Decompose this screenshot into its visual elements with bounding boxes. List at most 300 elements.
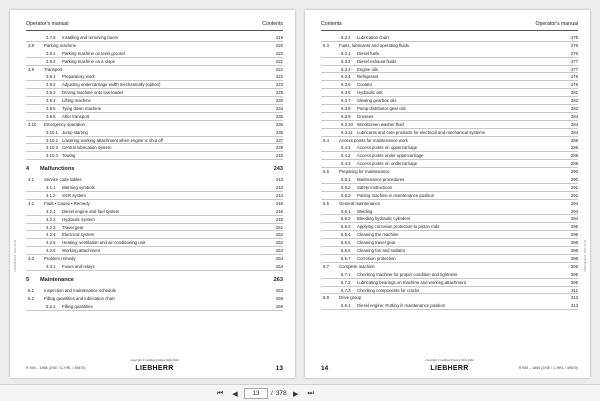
toc-title: Applying corrosion protection to piston rods (357, 224, 440, 230)
toc-num: 5.7.3 (341, 287, 351, 293)
toc-page-number: 240 (275, 153, 283, 159)
toc-num: 3.10 (28, 121, 37, 127)
toc-num: 5.3.11 (341, 129, 353, 135)
toc-entry[interactable] (26, 73, 283, 81)
toc-page-number: 294 (570, 216, 578, 222)
toc-title: Pump distributor gear oils (357, 106, 406, 112)
toc-num: 5.3.9 (341, 113, 351, 119)
page-footer (321, 358, 578, 372)
toc-page-number: 230 (275, 98, 283, 104)
toc-page-number: 284 (570, 121, 578, 127)
toc-page-number: 311 (571, 287, 578, 293)
footer-model: R 945 – 1866 (2/SE / C.HRL / 49870) (26, 366, 86, 370)
toc-section[interactable] (26, 295, 283, 303)
toc-entry[interactable] (26, 113, 283, 121)
toc-page-number: 253 (275, 248, 283, 254)
toc-num: 3.9.1 (46, 74, 56, 80)
toc-num: 5.2.1 (46, 303, 56, 309)
toc-entry[interactable] (321, 271, 578, 279)
toc-entry[interactable] (321, 89, 578, 97)
toc-page-number: 222 (275, 66, 283, 72)
toc-title: Drive group (339, 295, 362, 301)
toc-title: Transport (44, 66, 63, 72)
toc-num: 3.8.1 (46, 50, 56, 56)
toc-entry[interactable] (26, 239, 283, 247)
toc-num: 3.9.2 (46, 82, 56, 88)
toc-num: 5.6.6 (341, 248, 351, 254)
toc-title: Coolant (357, 82, 372, 88)
toc-num: 3.10.1 (46, 129, 58, 135)
toc-page-number: 283 (570, 98, 578, 104)
toc-num: 5.6.3 (341, 224, 351, 230)
toc-title: Tying down machine (62, 106, 102, 112)
toc-title: Putting machine in maintenance position (357, 192, 435, 198)
toc-section[interactable] (26, 66, 283, 74)
toc-title: Preparatory work (62, 74, 95, 80)
prev-page-icon[interactable]: ◀ (232, 389, 238, 398)
toc-page-number: 276 (570, 50, 578, 56)
header-right: Contents (262, 21, 283, 27)
toc-num: 4.2.5 (46, 240, 56, 246)
toc-page-number: 294 (570, 200, 578, 206)
toc-num: 5.8.1 (341, 303, 351, 309)
toc-title: SCR system (62, 193, 86, 199)
page-header (26, 19, 283, 31)
toc-page-number: 252 (275, 232, 283, 238)
toc-page-number: 275 (570, 35, 578, 40)
viewer-toolbar (0, 384, 600, 401)
footer-copyright: copyright © Liebherr-France SAS 2022 (425, 358, 474, 362)
header-left: Operator's manual (26, 21, 69, 27)
toc-section[interactable] (321, 42, 578, 50)
toc-page-number: 277 (570, 66, 578, 72)
toc-title: Access points on uppercarriage (357, 145, 418, 151)
toc-page-number: 277 (570, 58, 578, 64)
toc-page-number: 290 (570, 177, 578, 183)
toc-num: 5.5.2 (341, 184, 351, 190)
header-left: Contents (321, 21, 342, 27)
toc-page-number: 305 (570, 271, 578, 277)
toc-title: Lubrication chart (357, 35, 389, 40)
page-footer (26, 358, 283, 372)
toc-page-number: 288 (570, 153, 578, 159)
toc-page-number: 279 (570, 74, 578, 80)
toc-title: Jump starting (62, 129, 88, 135)
toc-num: 5.3 (323, 42, 329, 48)
toc-section[interactable] (26, 287, 283, 295)
toc-entry[interactable] (321, 192, 578, 200)
toc-page-number: 228 (275, 90, 283, 96)
toc-entry[interactable] (26, 208, 283, 216)
toc-title: Working attachment (62, 248, 101, 254)
toc-title: Preparing for maintenance (339, 169, 390, 175)
current-page-input[interactable] (244, 388, 268, 399)
toc-num: 5.5.1 (341, 177, 351, 183)
toc-page-number: 279 (570, 82, 578, 88)
toc-title: Towing (62, 153, 76, 159)
table-of-contents (321, 34, 578, 310)
toc-section[interactable] (26, 176, 283, 184)
toc-entry[interactable] (321, 208, 578, 216)
toc-entry[interactable] (26, 184, 283, 192)
toc-title: Slewing gearbox oils (357, 98, 397, 104)
toc-entry[interactable] (321, 279, 578, 287)
toc-title: Filling quantities and lubrication chart (44, 295, 115, 301)
toc-entry[interactable] (321, 66, 578, 74)
toc-num: 5.7 (323, 263, 329, 269)
toc-num: 5.6.4 (341, 232, 351, 238)
toc-entry[interactable] (321, 287, 578, 295)
toc-page-number: 295 (570, 224, 578, 230)
toc-page-number: 246 (275, 208, 283, 214)
toc-entry[interactable] (26, 263, 283, 271)
toc-num: 5.5.3 (341, 192, 351, 198)
toc-num: 4.2 (28, 200, 34, 206)
toc-title: Bleeding hydraulic cylinders (357, 216, 411, 222)
toc-title: Access points for maintenance work (339, 137, 408, 143)
toc-page-number: 239 (275, 145, 283, 151)
toc-page-number: 251 (275, 224, 283, 230)
toc-title: Parking machine (44, 42, 77, 48)
toc-entry[interactable] (321, 58, 578, 66)
toc-page-number: 246 (275, 200, 283, 206)
toc-num: 5.4.2 (341, 153, 351, 159)
toc-title: Lubricating bearings on machine and working attachment (357, 279, 466, 285)
toc-num: 5.5 (323, 169, 329, 175)
toc-title: Filling quantities (62, 303, 93, 309)
toc-num: 5.2.2 (341, 35, 351, 40)
toc-page-number: 281 (570, 90, 578, 96)
toc-entry[interactable] (321, 97, 578, 105)
toc-page-number: 284 (570, 129, 578, 135)
toc-entry[interactable] (26, 97, 283, 105)
toc-title: Checking components for cracks (357, 287, 420, 293)
toc-entry[interactable] (321, 184, 578, 192)
toc-section[interactable] (321, 263, 578, 271)
page-13 (10, 10, 295, 378)
toc-page-number: 305 (570, 263, 578, 269)
toc-page-number: 296 (570, 232, 578, 238)
toc-page-number: 286 (570, 145, 578, 151)
toc-num: 4.2.6 (46, 248, 56, 254)
header-right: Operator's manual (535, 21, 578, 27)
toc-entry[interactable] (321, 129, 578, 137)
toc-title: Fuses and relays (62, 264, 95, 270)
toc-entry[interactable] (321, 215, 578, 223)
toc-entry[interactable] (321, 160, 578, 168)
toc-num: 5.4.3 (341, 161, 351, 167)
toc-num: 5 (26, 276, 30, 283)
toc-title: Diesel engine and fuel system (62, 208, 120, 214)
total-pages: 378 (275, 390, 287, 397)
toc-page-number: 288 (570, 161, 578, 167)
toc-entry[interactable] (26, 34, 283, 42)
toc-title: Warning symbols (62, 185, 95, 191)
toc-entry[interactable] (26, 50, 283, 58)
toc-page-number: 298 (570, 240, 578, 246)
toc-title: Safety instructions (357, 184, 393, 190)
toc-page-number: 237 (275, 137, 283, 143)
footer-copyright: copyright © Liebherr-France SAS 2022 (130, 358, 179, 362)
toc-section[interactable] (26, 121, 283, 129)
liebherr-logo: LIEBHERR (135, 365, 174, 372)
toc-entry[interactable] (321, 121, 578, 129)
toc-section[interactable] (26, 200, 283, 208)
toc-entry[interactable] (26, 89, 283, 97)
toc-num: 5.3.1 (341, 50, 351, 56)
toc-page-number: 220 (275, 42, 283, 48)
toc-section[interactable] (321, 200, 578, 208)
page-number: 14 (321, 365, 329, 372)
toc-page-number: 236 (275, 121, 283, 127)
toc-num: 5.4.1 (341, 145, 351, 151)
toc-page-number: 298 (570, 248, 578, 254)
toc-num: 5.3.2 (341, 58, 351, 64)
toc-title: Lubricants and care products for electrical and mechanical systems (357, 129, 486, 135)
toc-num: 3.10.4 (46, 153, 58, 159)
toc-entry[interactable] (321, 176, 578, 184)
toc-num: 3.10.3 (46, 145, 58, 151)
toc-page-number: 286 (570, 137, 578, 143)
toc-page-number: 244 (275, 193, 283, 199)
toc-title: Greases (357, 113, 374, 119)
toc-num: 3.9 (28, 66, 34, 72)
toc-entry[interactable] (26, 231, 283, 239)
toc-page-number: 254 (275, 264, 283, 270)
toc-title: Parking machine on a slope (62, 58, 116, 64)
toc-num: 4.1.2 (46, 193, 56, 199)
toc-num: 5.3.8 (341, 106, 351, 112)
toc-page-number: 313 (570, 295, 578, 301)
toc-entry[interactable] (321, 34, 578, 42)
toc-entry[interactable] (321, 50, 578, 58)
toc-num: 5.6.7 (341, 255, 351, 261)
page-navigation (214, 387, 317, 400)
toc-title: Access points on undercarriage (357, 161, 418, 167)
toc-chapter[interactable] (26, 163, 283, 176)
toc-title: Driving machine onto low-loader (62, 90, 124, 96)
toc-num: 3.10.2 (46, 137, 58, 143)
toc-title: Lifting machine (62, 98, 91, 104)
toc-page-number: 283 (570, 106, 578, 112)
toc-page-number: 291 (570, 184, 578, 190)
toc-title: Engine oils (357, 66, 379, 72)
toc-entry[interactable] (321, 247, 578, 255)
toc-page-number: 269 (275, 303, 283, 309)
side-code: LFR/en/Edition: 2022-04-04 (584, 240, 587, 272)
toc-page-number: 243 (275, 185, 283, 191)
toc-title: After transport (62, 113, 90, 119)
toc-page-number: 292 (570, 192, 578, 198)
toc-title: Cleaning the machine (357, 232, 399, 238)
toc-title: Malfunctions (40, 166, 75, 173)
toc-num: 5.3.4 (341, 74, 351, 80)
toc-title: Refrigerant (357, 74, 379, 80)
toc-num: 4.2.1 (46, 208, 56, 214)
toc-num: 3.9.3 (46, 90, 56, 96)
toc-title: Corrosion protection (357, 255, 396, 261)
toc-title: Service code tables (44, 177, 82, 183)
toc-section[interactable] (26, 255, 283, 263)
toc-page-number: 243 (275, 177, 283, 183)
toc-num: 5.3.5 (341, 82, 351, 88)
toc-num: 3.9.5 (46, 106, 56, 112)
toc-num: 4.2.3 (46, 224, 56, 230)
toc-title: General maintenance (339, 200, 381, 206)
toc-title: Travel gear (62, 224, 84, 230)
toc-title: Complete machine (339, 263, 375, 269)
toc-section[interactable] (321, 294, 578, 302)
toc-entry[interactable] (321, 113, 578, 121)
toc-num: 5.4 (323, 137, 329, 143)
toc-num: 3.9.4 (46, 98, 56, 104)
toc-entry[interactable] (321, 231, 578, 239)
toc-title: Hydraulic oils (357, 90, 383, 96)
toc-page-number: 243 (273, 166, 283, 173)
toc-page-number: 249 (275, 216, 283, 222)
toc-title: Fault • Cause • Remedy (44, 200, 90, 206)
page-header (321, 19, 578, 31)
toc-title: Inspection and maintenance schedule (44, 287, 117, 293)
last-page-icon[interactable]: ⏭ (307, 389, 314, 397)
toc-entry[interactable] (321, 223, 578, 231)
toc-title: Installing and removing boom (62, 35, 119, 40)
toc-title: Maintenance (40, 276, 74, 283)
toc-num: 5.6.1 (341, 208, 351, 214)
toc-title: Central lubrication system (62, 145, 112, 151)
toc-title: Hydraulic system (62, 216, 95, 222)
toc-num: 5.2 (28, 295, 34, 301)
toc-entry[interactable] (26, 137, 283, 145)
toc-entry[interactable] (321, 152, 578, 160)
toc-title: Cleaning fan and radiator (357, 248, 406, 254)
toc-title: Lowering working attachment when engine is shut off (62, 137, 163, 143)
toc-page-number: 313 (570, 303, 578, 309)
toc-num: 5.3.10 (341, 121, 353, 127)
toc-num: 5.6 (323, 200, 329, 206)
toc-num: 4.1 (28, 177, 34, 183)
toc-entry[interactable] (321, 144, 578, 152)
toc-entry[interactable] (321, 105, 578, 113)
toc-entry[interactable] (321, 302, 578, 310)
toc-num: 4.3 (28, 256, 34, 262)
toc-title: Windscreen washer fluid (357, 121, 404, 127)
toc-num: 5.7.1 (341, 271, 351, 277)
toc-page-number: 236 (275, 129, 283, 135)
toc-page-number: 269 (275, 295, 283, 301)
toc-title: Welding (357, 208, 373, 214)
toc-section[interactable] (26, 42, 283, 50)
toc-section[interactable] (321, 137, 578, 145)
toc-num: 4.2.4 (46, 232, 56, 238)
toc-page-number: 221 (275, 58, 283, 64)
toc-entry[interactable] (26, 224, 283, 232)
toc-title: Parking machine on level ground (62, 50, 125, 56)
toc-page-number: 290 (570, 169, 578, 175)
toc-num: 5.1 (28, 287, 34, 293)
toc-title: Maintenance procedures (357, 177, 405, 183)
toc-page-number: 254 (275, 256, 283, 262)
toc-num: 4 (26, 166, 30, 173)
toc-num: 5.3.3 (341, 66, 351, 72)
toc-entry[interactable] (26, 105, 283, 113)
toc-page-number: 263 (273, 276, 283, 283)
toc-page-number: 219 (275, 35, 283, 40)
toc-page-number: 235 (275, 113, 283, 119)
toc-num: 5.6.2 (341, 216, 351, 222)
toc-title: Adjusting undercarriage width mechanically (option) (62, 82, 161, 88)
toc-entry[interactable] (26, 303, 283, 311)
toc-entry[interactable] (26, 247, 283, 255)
page-separator: / (271, 390, 273, 397)
toc-num: 3.8.2 (46, 58, 56, 64)
toc-entry[interactable] (26, 81, 283, 89)
toc-num: 4.3.1 (46, 264, 56, 270)
toc-num: 5.7.2 (341, 279, 351, 285)
table-of-contents (26, 34, 283, 311)
toc-page-number: 223 (275, 82, 283, 88)
toc-num: 3.7.8 (46, 35, 56, 40)
toc-entry[interactable] (26, 152, 283, 160)
toc-page-number: 252 (275, 240, 283, 246)
liebherr-logo: LIEBHERR (430, 365, 469, 372)
toc-entry[interactable] (26, 216, 283, 224)
toc-chapter[interactable] (26, 274, 283, 287)
toc-page-number: 276 (570, 42, 578, 48)
toc-page-number: 263 (275, 287, 283, 293)
toc-entry[interactable] (321, 239, 578, 247)
toc-title: Electrical system (62, 232, 95, 238)
toc-title: Diesel fuels (357, 50, 380, 56)
first-page-icon[interactable]: ⏮ (216, 389, 224, 397)
toc-page-number: 298 (570, 255, 578, 261)
toc-page-number: 294 (570, 208, 578, 214)
toc-entry[interactable] (26, 192, 283, 200)
toc-page-number: 284 (570, 113, 578, 119)
toc-num: 4.1.1 (46, 185, 56, 191)
toc-entry[interactable] (321, 255, 578, 263)
toc-num: 5.3.6 (341, 90, 351, 96)
toc-entry[interactable] (321, 81, 578, 89)
toc-entry[interactable] (321, 73, 578, 81)
toc-title: Problem remedy (44, 256, 76, 262)
toc-entry[interactable] (26, 58, 283, 66)
toc-entry[interactable] (26, 144, 283, 152)
toc-title: Cleaning travel gear (357, 240, 396, 246)
side-code: LFR/en/Edition: 2022-04-04 (14, 240, 17, 272)
toc-title: Checking machine for proper condition and tightness (357, 271, 458, 277)
toc-entry[interactable] (26, 129, 283, 137)
page-number: 13 (275, 365, 283, 372)
toc-page-number: 222 (275, 74, 283, 80)
page-14 (305, 10, 590, 378)
toc-page-number: 305 (570, 279, 578, 285)
toc-page-number: 234 (275, 106, 283, 112)
toc-title: Emergency operation (44, 121, 85, 127)
toc-num: 3.9.6 (46, 113, 56, 119)
toc-num: 3.8 (28, 42, 34, 48)
next-page-icon[interactable]: ▶ (292, 389, 299, 398)
toc-num: 5.6.5 (341, 240, 351, 246)
toc-num: 4.2.2 (46, 216, 56, 222)
toc-title: Fuels, lubricants and operating fluids (339, 42, 409, 48)
toc-num: 5.8 (323, 295, 329, 301)
toc-title: Diesel exhaust fluids (357, 58, 397, 64)
toc-page-number: 220 (275, 50, 283, 56)
toc-section[interactable] (321, 168, 578, 176)
toc-num: 5.3.7 (341, 98, 351, 104)
toc-title: Heating, ventilation and air conditioning unit (62, 240, 146, 246)
